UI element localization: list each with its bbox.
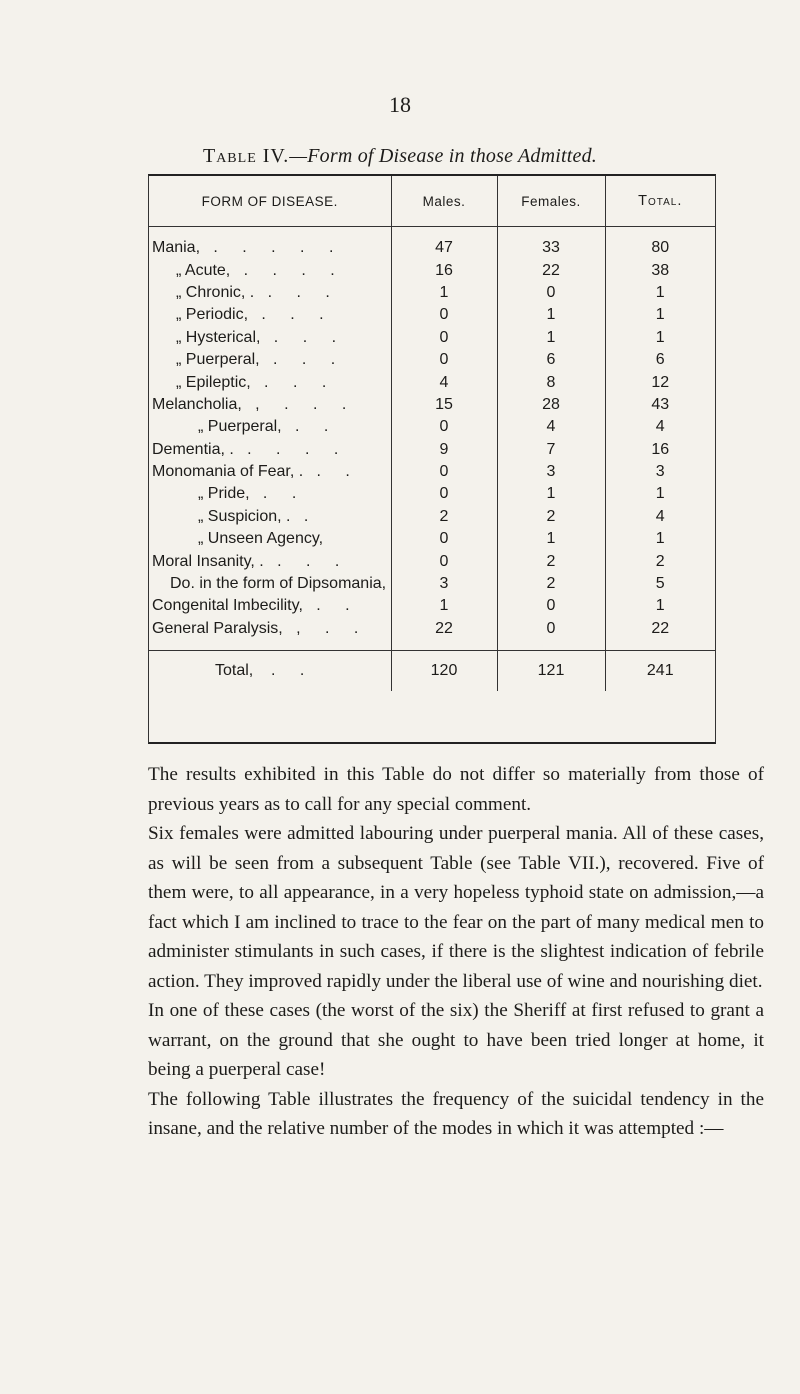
body-text [148, 760, 764, 1144]
males-cell: 0 [391, 461, 497, 483]
total-cell: 22 [651, 619, 670, 637]
disease-form-label: Do. in the form of Dipsomania, [170, 575, 387, 593]
leader-dots: . . . . [247, 440, 349, 458]
table-row [149, 237, 715, 259]
total-cell: 16 [651, 440, 670, 458]
total-cell: 1 [655, 597, 665, 615]
males-cell: 0 [391, 550, 497, 572]
table-row [149, 349, 715, 371]
leader-dots: . . . [277, 552, 350, 570]
total-cell: 1 [655, 485, 665, 503]
spacer-row [149, 640, 715, 651]
header-form: FORM OF DISEASE. [149, 176, 391, 227]
table-caption [0, 145, 800, 168]
females-cell: 22 [497, 259, 605, 281]
header-total: Total. [605, 176, 715, 227]
total-cell: 38 [651, 261, 670, 279]
paragraph: Six females were admitted labouring under puerperal mania. All of these cases, as will be seen from a subsequent Table (see Table VII.), recovered. Five of them were, to all appearance, in a very hopeless typhoid state on admission,—a fact which I am inclined to trace to the fear on the part of many medical men to administer stimulants in such cases, if there is the slightest indication of febrile action. They improved rapidly under the liberal use of wine and nourishing diet. [148, 823, 764, 992]
disease-form-cell [149, 550, 391, 572]
total-cell: 4 [655, 507, 665, 525]
disease-form-cell [149, 282, 391, 304]
males-cell: 16 [391, 259, 497, 281]
females-cell: 28 [497, 394, 605, 416]
disease-form-cell [149, 439, 391, 461]
disease-form-label: „ Suspicion, . [198, 507, 291, 525]
total-cell: 12 [651, 373, 670, 391]
disease-form-cell [149, 483, 391, 505]
leader-dots: . . . [267, 283, 340, 301]
males-cell: 47 [391, 237, 497, 259]
females-cell: 4 [497, 416, 605, 438]
disease-form-label: „ Puerperal, [176, 351, 260, 369]
paragraph: In one of these cases (the worst of the six) the Sheriff at first refused to grant a warrant, on the ground that she ought to have been tried longer at home, it being a puerperal case! [148, 1000, 764, 1080]
females-cell: 33 [497, 237, 605, 259]
disease-form-cell [149, 327, 391, 349]
total-cell: 80 [651, 239, 670, 257]
disease-form-label: Monomania of Fear, . [152, 463, 304, 481]
table-row [149, 282, 715, 304]
disease-form-label: „ Periodic, [176, 306, 249, 324]
table-row [149, 506, 715, 528]
disease-form-label: Mania, [152, 239, 201, 257]
males-cell: 1 [391, 282, 497, 304]
females-cell: 0 [497, 618, 605, 640]
table-caption-title: —Form of Disease in those Admitted. [289, 145, 598, 167]
females-cell: 0 [497, 595, 605, 617]
total-cell: 4 [655, 418, 665, 436]
females-cell: 1 [497, 528, 605, 550]
disease-form-cell [149, 573, 391, 595]
males-cell: 4 [391, 371, 497, 393]
males-cell: 22 [391, 618, 497, 640]
disease-form-label: Melancholia, [152, 395, 242, 413]
leader-dots: . . [316, 463, 360, 481]
paragraph: The results exhibited in this Table do not differ so materially from those of previous years as to call for any special comment. [148, 764, 764, 815]
females-cell: 1 [497, 483, 605, 505]
spacer-row [149, 227, 715, 238]
table-row [149, 327, 715, 349]
females-cell: 8 [497, 371, 605, 393]
disease-form-label: Dementia, . [152, 440, 234, 458]
disease-form-label: „ Acute, [176, 261, 231, 279]
disease-form-cell [149, 506, 391, 528]
total-dots: . . [271, 662, 315, 680]
table-row [149, 595, 715, 617]
header-males: Males. [391, 176, 497, 227]
total-females: 121 [497, 651, 605, 692]
disease-form-cell [149, 259, 391, 281]
disease-form-label: „ Puerperal, [198, 418, 282, 436]
males-cell: 0 [391, 416, 497, 438]
disease-form-cell [149, 618, 391, 640]
disease-form-label: „ Epileptic, [176, 373, 251, 391]
males-cell: 0 [391, 483, 497, 505]
table-row [149, 483, 715, 505]
females-cell: 2 [497, 573, 605, 595]
leader-dots: . . . [272, 351, 346, 369]
table-row [149, 461, 715, 483]
males-cell: 15 [391, 394, 497, 416]
paragraph: The following Table illustrates the frequency of the suicidal tendency in the insane, and the relative number of the modes in which it was attempted :— [148, 1088, 764, 1139]
disease-form-label: Congenital Imbecility, [152, 597, 303, 615]
disease-form-label: „ Chronic, . [176, 283, 255, 301]
leader-dots: . . . [261, 306, 334, 324]
table-row [149, 394, 715, 416]
males-cell: 9 [391, 439, 497, 461]
females-cell: 1 [497, 304, 605, 326]
total-cell: 1 [655, 306, 665, 324]
total-cell: 43 [651, 395, 670, 413]
leader-dots: . . [294, 418, 339, 436]
leader-dots: . . [262, 485, 307, 503]
disease-form-cell [149, 528, 391, 550]
males-cell: 0 [391, 528, 497, 550]
table-body [149, 227, 715, 641]
total-cell: 1 [655, 328, 665, 346]
total-row [149, 651, 715, 692]
table-row [149, 618, 715, 640]
leader-dots: . . . [264, 373, 337, 391]
disease-form-cell [149, 461, 391, 483]
table-row [149, 528, 715, 550]
total-total: 241 [605, 651, 715, 692]
leader-dots: . . [316, 597, 360, 615]
total-cell: 5 [655, 575, 665, 593]
leader-dots: , . . [296, 619, 369, 637]
females-cell: 1 [497, 327, 605, 349]
disease-form-label: General Paralysis, [152, 619, 283, 637]
total-males: 120 [391, 651, 497, 692]
males-cell: 0 [391, 327, 497, 349]
disease-form-cell [149, 371, 391, 393]
females-cell: 3 [497, 461, 605, 483]
disease-form-label: „ Pride, [198, 485, 250, 503]
table-row [149, 304, 715, 326]
table-row [149, 573, 715, 595]
males-cell: 0 [391, 349, 497, 371]
males-cell: 3 [391, 573, 497, 595]
males-cell: 2 [391, 506, 497, 528]
total-cell: 3 [655, 463, 665, 481]
table-header-row [149, 176, 715, 227]
disease-form-cell [149, 595, 391, 617]
disease-form-cell [149, 237, 391, 259]
table-row [149, 371, 715, 393]
header-females: Females. [497, 176, 605, 227]
total-cell: 2 [655, 552, 665, 570]
table-caption-label: Table IV. [202, 145, 290, 167]
leader-dots: . . . . [243, 261, 345, 279]
leader-dots: . . . [273, 328, 347, 346]
table-row [149, 439, 715, 461]
disease-table [148, 174, 716, 744]
disease-form-cell [149, 416, 391, 438]
leader-dots: , . . . [255, 395, 357, 413]
leader-dots: . . . . . [213, 239, 344, 257]
disease-form-label: Moral Insanity, . [152, 552, 264, 570]
disease-form-label: „ Hysterical, [176, 328, 261, 346]
total-label [149, 651, 391, 692]
total-cell: 1 [655, 530, 665, 548]
females-cell: 2 [497, 550, 605, 572]
disease-form-cell [149, 349, 391, 371]
table-row [149, 259, 715, 281]
females-cell: 0 [497, 282, 605, 304]
disease-form-cell [149, 304, 391, 326]
males-cell: 0 [391, 304, 497, 326]
total-cell: 1 [655, 283, 665, 301]
females-cell: 2 [497, 506, 605, 528]
table-row [149, 416, 715, 438]
page-number: 18 [389, 92, 411, 117]
males-cell: 1 [391, 595, 497, 617]
disease-form-label: „ Unseen Agency, [198, 530, 324, 548]
disease-form-cell [149, 394, 391, 416]
table-row [149, 550, 715, 572]
females-cell: 6 [497, 349, 605, 371]
females-cell: 7 [497, 439, 605, 461]
total-label-text: Total, [215, 662, 254, 680]
total-cell: 6 [655, 351, 665, 369]
leader-dots: . [303, 507, 319, 525]
